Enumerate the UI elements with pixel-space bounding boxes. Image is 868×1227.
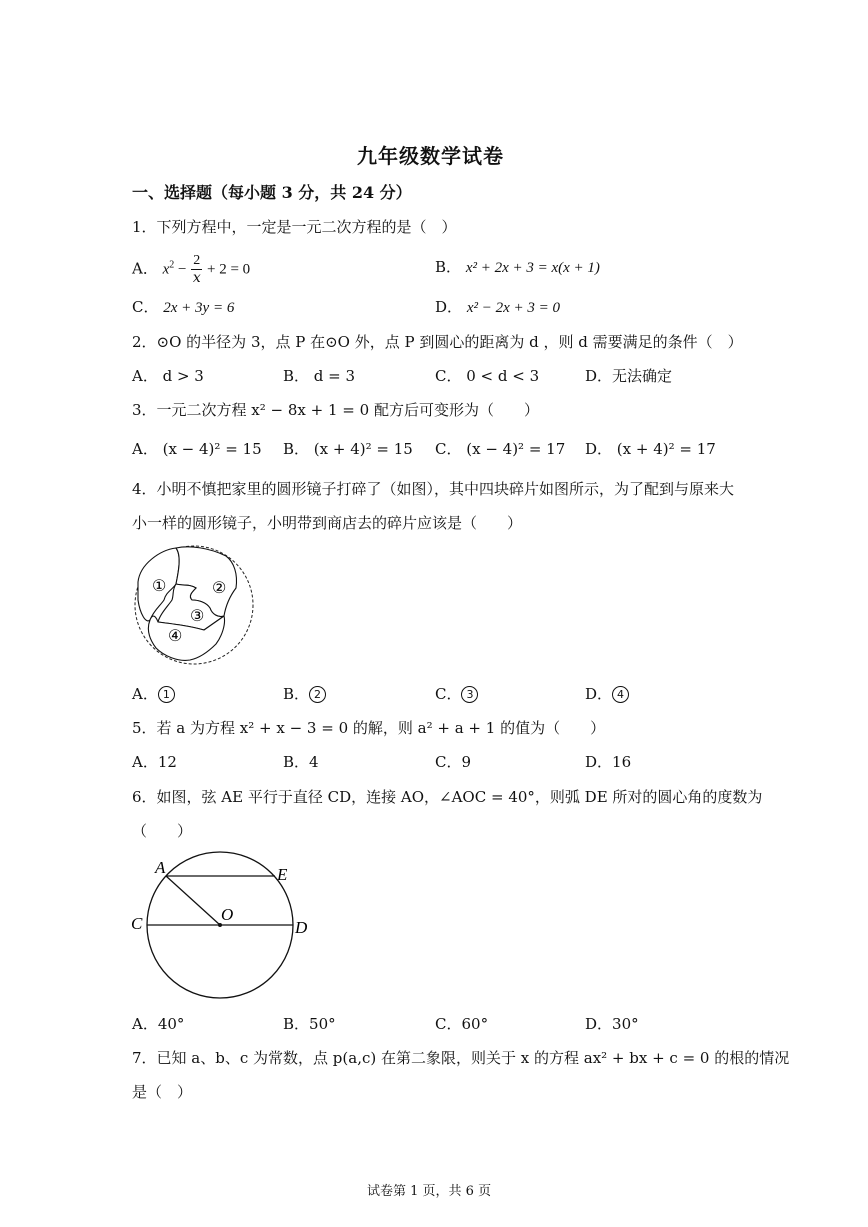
fragment-4-label: ④ <box>168 628 183 645</box>
question-1-option-b <box>435 256 600 277</box>
question-2-stem: 2．⊙O 的半径为 3，点 P 在⊙O 外，点 P 到圆心的距离为 d ，则 d 需要满足的条件（ ） <box>132 333 743 351</box>
question-4-stem-line1: 4．小明不慎把家里的圆形镜子打碎了（如图），其中四块碎片如图所示，为了配到与原来大 <box>132 480 735 498</box>
question-1-option-c <box>132 296 234 317</box>
question-4-option-a <box>132 683 175 704</box>
question-3-stem: 3．一元二次方程 x² − 8x + 1 = 0 配方后可变形为（ ） <box>132 401 539 419</box>
question-1-option-a <box>132 254 250 285</box>
broken-mirror-figure <box>130 544 258 668</box>
question-3-option-a: A． (x − 4)² = 15 <box>132 440 262 458</box>
question-5-stem: 5．若 a 为方程 x² + x − 3 = 0 的解，则 a² + a + 1 的值为（ ） <box>132 719 606 737</box>
question-5-option-c: C．9 <box>435 753 472 771</box>
denominator: x <box>192 270 201 286</box>
option-label: C． <box>435 685 462 703</box>
question-3-option-c: C． (x − 4)² = 17 <box>435 440 566 458</box>
expression: x² + 2x + 3 = x(x + 1) <box>465 260 600 276</box>
question-2-option-d: D．无法确定 <box>585 367 673 385</box>
page-footer: 试卷第 1 页，共 6 页 <box>367 1184 492 1199</box>
circled-number: 4 <box>612 686 629 703</box>
option-label: A． <box>132 685 158 703</box>
question-1-option-d <box>435 296 560 317</box>
label-o: O <box>221 905 234 924</box>
section-heading: 一、选择题（每小题 3 分，共 24 分） <box>132 183 412 202</box>
segment-ao <box>166 876 220 925</box>
operator: − <box>174 261 191 278</box>
page-title: 九年级数学试卷 <box>357 144 504 168</box>
option-label: D． <box>585 685 613 703</box>
expression: x² − 2x + 3 = 0 <box>466 300 560 316</box>
question-6-option-d: D．30° <box>585 1015 639 1033</box>
circled-number: 2 <box>309 686 326 703</box>
circled-number: 1 <box>158 686 175 703</box>
fragment-1-label: ① <box>152 578 167 595</box>
label-e: E <box>277 865 288 884</box>
circled-number: 3 <box>461 686 478 703</box>
question-6-option-a: A．40° <box>132 1015 185 1033</box>
question-3-option-b: B． (x + 4)² = 15 <box>283 440 413 458</box>
question-2-option-c: C． 0 < d < 3 <box>435 367 540 385</box>
option-label: B． <box>283 685 310 703</box>
option-label: C． <box>132 298 159 316</box>
question-6-stem-line1: 6．如图，弦 AE 平行于直径 CD，连接 AO，∠AOC = 40°，则弧 DE 所对的圆心角的度数为 <box>132 788 763 806</box>
fraction <box>191 254 202 285</box>
question-7-stem-line2: 是（ ） <box>132 1083 193 1101</box>
expr-tail: + 2 = 0 <box>203 261 251 278</box>
label-a: A <box>155 858 166 877</box>
label-d: D <box>295 918 308 937</box>
option-label: D． <box>435 298 463 316</box>
question-5-option-a: A．12 <box>132 753 177 771</box>
question-4-stem-line2: 小一样的圆形镜子，小明带到商店去的碎片应该是（ ） <box>132 514 523 532</box>
label-c: C <box>131 914 143 933</box>
var-x: x <box>162 261 170 278</box>
exponent: 2 <box>169 259 175 271</box>
fragment-3-label: ③ <box>190 608 205 625</box>
question-6-option-c: C．60° <box>435 1015 489 1033</box>
option-label: A． <box>132 259 158 278</box>
question-2-option-b: B． d = 3 <box>283 367 356 385</box>
numerator: 2 <box>193 253 201 268</box>
option-label: B． <box>435 258 462 276</box>
question-1-stem: 1．下列方程中，一定是一元二次方程的是（ ） <box>132 218 457 236</box>
question-5-option-d: D．16 <box>585 753 632 771</box>
question-4-option-d <box>585 683 629 704</box>
question-5-option-b: B．4 <box>283 753 319 771</box>
question-6-stem-line2: （ ） <box>132 822 193 840</box>
expression: 2x + 3y = 6 <box>163 300 235 316</box>
question-4-option-b <box>283 683 326 704</box>
question-6-option-b: B．50° <box>283 1015 336 1033</box>
circle-chord-figure <box>125 850 320 1010</box>
fragment-2-label: ② <box>212 580 227 597</box>
question-7-stem-line1: 7．已知 a、b、c 为常数，点 p(a,c) 在第二象限，则关于 x 的方程 ax² + bx + c = 0 的根的情况 <box>132 1049 790 1067</box>
question-4-option-c <box>435 683 478 704</box>
question-2-option-a: A． d > 3 <box>132 367 204 385</box>
question-3-option-d: D． (x + 4)² = 17 <box>585 440 716 458</box>
